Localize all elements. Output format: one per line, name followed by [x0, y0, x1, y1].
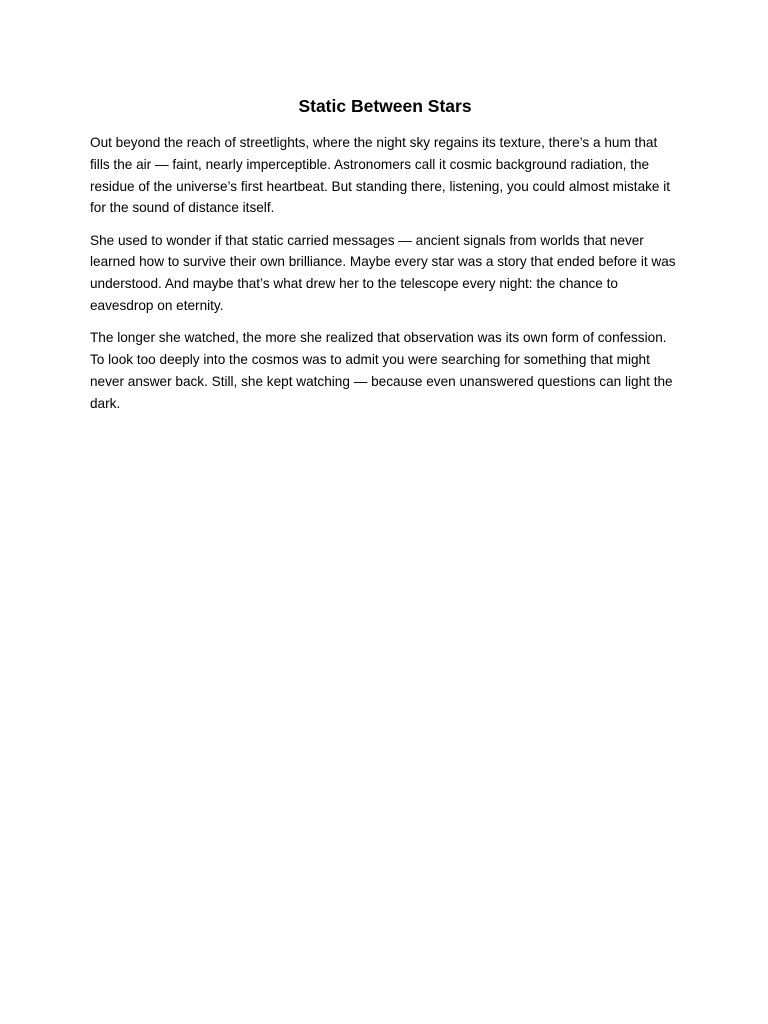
document-title: Static Between Stars [298, 96, 472, 116]
paragraph: The longer she watched, the more she realized that observation was its own form of confession. To look too deeply into the cosmos was to admit you were searching for something that might never answer back. Still, she kept watching — because even unanswered questions can light the dark. [90, 330, 673, 411]
paragraph: She used to wonder if that static carried messages — ancient signals from worlds that never learned how to survive their own brilliance. Maybe every star was a story that ended before it was understood. And maybe that’s what drew her to the telescope every night: the chance to eavesdrop on eternity. [90, 232, 676, 314]
paragraph: Out beyond the reach of streetlights, where the night sky regains its texture, there’s a hum that fills the air — faint, nearly imperceptible. Astronomers call it cosmic background radiation, the residue of the universe’s first heartbeat. But standing there, listening, you could almost mistake it for the sound of distance itself. [90, 135, 671, 216]
document-body [90, 93, 680, 425]
